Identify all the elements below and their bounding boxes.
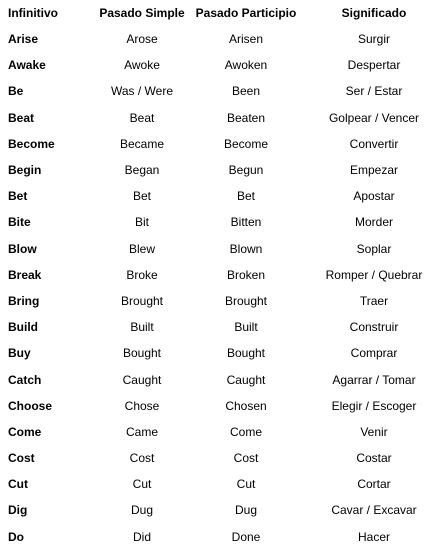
cell-meaning: Cavar / Excavar	[331, 503, 417, 518]
cell-simple-past: Built	[130, 320, 154, 335]
table-row	[0, 105, 442, 131]
table-row	[0, 157, 442, 183]
table-body	[0, 26, 442, 550]
cell-infinitive: Become	[8, 136, 55, 151]
cell-meaning: Cortar	[357, 477, 391, 492]
cell-meaning: Ser / Estar	[345, 84, 403, 99]
cell-meaning: Apostar	[353, 189, 395, 204]
cell-past-participle: Caught	[226, 372, 266, 387]
header-past-participle: Pasado Participio	[195, 6, 297, 20]
cell-simple-past: Cut	[132, 477, 152, 492]
table-row	[0, 393, 442, 419]
table-row	[0, 262, 442, 288]
table-row	[0, 524, 442, 550]
cell-past-participle: Brought	[224, 293, 268, 308]
table-row	[0, 236, 442, 262]
cell-meaning: Empezar	[349, 163, 399, 178]
table-header	[0, 0, 442, 26]
cell-meaning: Soplar	[356, 241, 392, 256]
table-row	[0, 340, 442, 366]
cell-infinitive: Arise	[8, 32, 39, 47]
cell-infinitive: Blow	[8, 241, 37, 256]
cell-past-participle: Built	[234, 320, 258, 335]
table-row	[0, 183, 442, 209]
cell-past-participle: Come	[229, 424, 262, 439]
cell-infinitive: Break	[8, 267, 42, 282]
table-row	[0, 131, 442, 157]
cell-past-participle: Bet	[236, 189, 255, 204]
cell-infinitive: Cut	[8, 477, 28, 492]
cell-simple-past: Did	[132, 529, 151, 544]
header-meaning: Significado	[341, 6, 407, 20]
cell-infinitive: Bet	[8, 189, 28, 204]
header-row	[0, 0, 442, 26]
header-simple-past: Pasado Simple	[99, 6, 185, 20]
cell-infinitive: Bite	[8, 215, 31, 230]
cell-past-participle: Bought	[226, 346, 266, 361]
cell-past-participle: Cost	[233, 451, 259, 466]
cell-simple-past: Dug	[130, 503, 153, 518]
cell-infinitive: Begin	[8, 163, 42, 178]
cell-meaning: Comprar	[350, 346, 398, 361]
cell-infinitive: Choose	[8, 398, 53, 413]
cell-infinitive: Build	[8, 320, 38, 335]
cell-meaning: Costar	[356, 451, 392, 466]
cell-infinitive: Be	[8, 84, 24, 99]
cell-past-participle: Arisen	[228, 32, 263, 47]
cell-infinitive: Buy	[8, 346, 31, 361]
cell-simple-past: Arose	[126, 32, 158, 47]
cell-past-participle: Chosen	[225, 398, 267, 413]
cell-simple-past: Blew	[128, 241, 155, 256]
cell-past-participle: Begun	[228, 163, 264, 178]
cell-past-participle: Done	[231, 529, 261, 544]
cell-simple-past: Bet	[132, 189, 151, 204]
table-row	[0, 26, 442, 52]
cell-infinitive: Cost	[8, 451, 35, 466]
cell-meaning: Construir	[349, 320, 399, 335]
cell-meaning: Venir	[360, 424, 388, 439]
table-row	[0, 471, 442, 497]
table-row	[0, 288, 442, 314]
cell-past-participle: Awoken	[224, 58, 268, 73]
table-row	[0, 209, 442, 235]
cell-simple-past: Became	[119, 136, 165, 151]
cell-infinitive: Awake	[8, 58, 46, 73]
cell-meaning: Golpear / Vencer	[328, 110, 420, 125]
cell-simple-past: Bit	[134, 215, 149, 230]
cell-past-participle: Beaten	[226, 110, 266, 125]
cell-meaning: Convertir	[349, 136, 399, 151]
cell-past-participle: Blown	[229, 241, 263, 256]
table-row	[0, 366, 442, 392]
cell-infinitive: Come	[8, 424, 42, 439]
table-row	[0, 497, 442, 523]
table-row	[0, 52, 442, 78]
cell-meaning: Elegir / Escoger	[331, 398, 417, 413]
cell-meaning: Romper / Quebrar	[325, 267, 423, 282]
cell-simple-past: Cost	[129, 451, 155, 466]
cell-simple-past: Beat	[129, 110, 155, 125]
cell-past-participle: Cut	[236, 477, 256, 492]
cell-simple-past: Was / Were	[110, 84, 173, 99]
table-row	[0, 78, 442, 104]
cell-infinitive: Beat	[8, 110, 35, 125]
cell-past-participle: Bitten	[230, 215, 262, 230]
cell-simple-past: Caught	[122, 372, 162, 387]
cell-past-participle: Dug	[234, 503, 257, 518]
table-row	[0, 314, 442, 340]
table-row	[0, 445, 442, 471]
cell-infinitive: Dig	[8, 503, 28, 518]
cell-meaning: Hacer	[357, 529, 390, 544]
cell-past-participle: Been	[231, 84, 261, 99]
cell-infinitive: Catch	[8, 372, 42, 387]
cell-infinitive: Do	[8, 529, 24, 544]
cell-meaning: Despertar	[347, 58, 401, 73]
cell-simple-past: Began	[124, 163, 160, 178]
cell-past-participle: Become	[223, 136, 269, 151]
cell-meaning: Surgir	[357, 32, 390, 47]
cell-infinitive: Bring	[8, 293, 40, 308]
header-infinitive: Infinitivo	[8, 6, 58, 20]
table-row	[0, 419, 442, 445]
cell-simple-past: Chose	[124, 398, 160, 413]
cell-simple-past: Awoke	[124, 58, 160, 73]
cell-meaning: Agarrar / Tomar	[332, 372, 416, 387]
cell-simple-past: Broke	[126, 267, 158, 282]
cell-simple-past: Came	[125, 424, 158, 439]
cell-past-participle: Broken	[226, 267, 266, 282]
cell-simple-past: Brought	[120, 293, 164, 308]
cell-meaning: Traer	[359, 293, 389, 308]
cell-simple-past: Bought	[122, 346, 162, 361]
cell-meaning: Morder	[354, 215, 393, 230]
